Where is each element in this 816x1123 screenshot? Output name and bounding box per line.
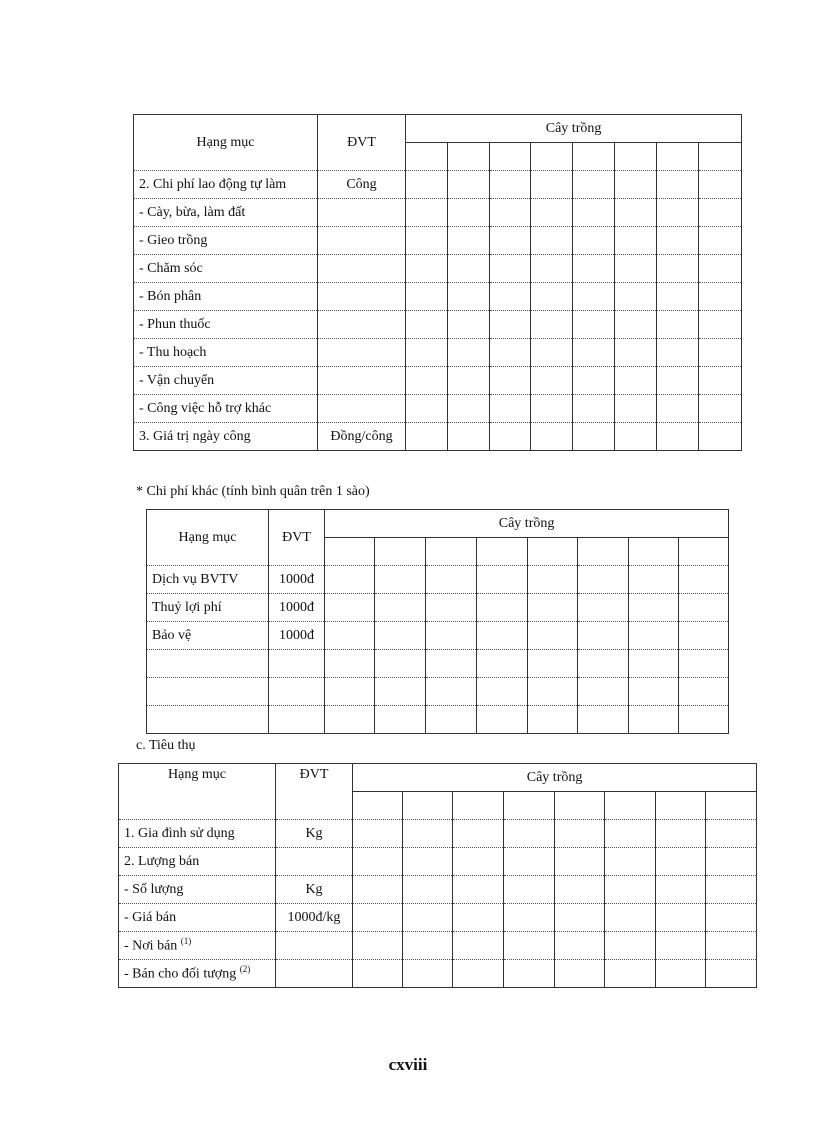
- crop-column: [706, 792, 757, 820]
- consumption-title: c. Tiêu thụ: [136, 738, 196, 753]
- crop-column: [573, 143, 615, 171]
- table-row: [134, 227, 742, 255]
- footnote-marker: (2): [239, 963, 251, 974]
- header-unit: ĐVT: [318, 115, 406, 171]
- crop-column: [605, 792, 656, 820]
- table-row: [134, 311, 742, 339]
- table-row: [134, 423, 742, 451]
- row-unit: [276, 848, 353, 876]
- other-costs-note: * Chi phí khác (tính bình quân trên 1 sào): [136, 484, 370, 499]
- row-unit: Kg: [276, 876, 353, 904]
- table-row: [134, 255, 742, 283]
- table-row: [134, 367, 742, 395]
- row-label: - Phun thuốc: [134, 311, 318, 339]
- table-row: [119, 960, 757, 988]
- row-unit: [318, 283, 406, 311]
- other-costs-table: [146, 509, 729, 734]
- row-label: - Công việc hỗ trợ khác: [134, 395, 318, 423]
- row-label: - Bón phân: [134, 283, 318, 311]
- table-row: [147, 594, 729, 622]
- row-label-text: - Bán cho đối tượng: [124, 966, 237, 982]
- header-category: Hạng mục: [147, 510, 269, 566]
- row-unit: Kg: [276, 820, 353, 848]
- row-label: Bảo vệ: [147, 622, 269, 650]
- row-unit: [318, 199, 406, 227]
- row-label: [119, 932, 276, 960]
- table-row: [119, 820, 757, 848]
- row-unit: [318, 395, 406, 423]
- row-unit: Công: [318, 171, 406, 199]
- crop-column: [657, 143, 699, 171]
- row-unit: 1000đ: [269, 622, 325, 650]
- crop-column: [406, 143, 448, 171]
- row-unit: 1000đ: [269, 566, 325, 594]
- row-label: [147, 706, 269, 734]
- row-label: Dịch vụ BVTV: [147, 566, 269, 594]
- row-unit: Đồng/công: [318, 423, 406, 451]
- row-unit: [318, 311, 406, 339]
- table-row: [119, 848, 757, 876]
- table-row: [147, 622, 729, 650]
- row-label: - Số lượng: [119, 876, 276, 904]
- page-number: cxviii: [388, 1055, 428, 1074]
- crop-column: [353, 792, 403, 820]
- crop-column: [679, 538, 729, 566]
- crop-column: [426, 538, 477, 566]
- row-label: 2. Chi phí lao động tự làm: [134, 171, 318, 199]
- row-label: - Thu hoạch: [134, 339, 318, 367]
- row-label-text: - Nơi bán: [124, 938, 178, 954]
- table-row: [134, 395, 742, 423]
- row-label: [147, 678, 269, 706]
- table-row: [134, 171, 742, 199]
- row-unit: [269, 650, 325, 678]
- table-row: [147, 650, 729, 678]
- row-label: [147, 650, 269, 678]
- row-unit: [318, 339, 406, 367]
- row-label: 1. Gia đình sử dụng: [119, 820, 276, 848]
- row-label: Thuỷ lợi phí: [147, 594, 269, 622]
- table-row: [134, 339, 742, 367]
- crop-column: [615, 143, 657, 171]
- row-label: [119, 960, 276, 988]
- crop-column: [528, 538, 578, 566]
- row-unit: [276, 932, 353, 960]
- row-unit: [318, 255, 406, 283]
- header-category: Hạng mục: [119, 764, 276, 820]
- header-unit: ĐVT: [276, 764, 353, 820]
- crop-column: [699, 143, 742, 171]
- table-row: [147, 706, 729, 734]
- crop-column: [531, 143, 573, 171]
- row-unit: [276, 960, 353, 988]
- crop-column: [325, 538, 375, 566]
- row-unit: [269, 678, 325, 706]
- crop-column: [453, 792, 504, 820]
- row-label: - Cày, bừa, làm đất: [134, 199, 318, 227]
- table-row: [134, 283, 742, 311]
- row-unit: [318, 367, 406, 395]
- crop-column: [403, 792, 453, 820]
- crop-column: [477, 538, 528, 566]
- row-label: 2. Lượng bán: [119, 848, 276, 876]
- footnote-marker: (1): [180, 935, 192, 946]
- table-row: [147, 566, 729, 594]
- row-label: - Gieo trồng: [134, 227, 318, 255]
- header-crops: Cây trồng: [353, 764, 757, 792]
- table-row: [134, 199, 742, 227]
- crop-column: [629, 538, 679, 566]
- crop-column: [448, 143, 490, 171]
- table-row: [119, 876, 757, 904]
- crop-column: [504, 792, 555, 820]
- crop-column: [555, 792, 605, 820]
- row-unit: [269, 706, 325, 734]
- header-crops: Cây trồng: [406, 115, 742, 143]
- crop-column: [578, 538, 629, 566]
- labor-cost-table: [133, 114, 742, 451]
- row-unit: 1000đ/kg: [276, 904, 353, 932]
- header-unit: ĐVT: [269, 510, 325, 566]
- row-label: 3. Giá trị ngày công: [134, 423, 318, 451]
- table-row: [119, 904, 757, 932]
- row-unit: 1000đ: [269, 594, 325, 622]
- crop-column: [490, 143, 531, 171]
- crop-column: [656, 792, 706, 820]
- header-category: Hạng mục: [134, 115, 318, 171]
- row-label: - Vận chuyển: [134, 367, 318, 395]
- header-crops: Cây trồng: [325, 510, 729, 538]
- row-label: - Chăm sóc: [134, 255, 318, 283]
- table-row: [147, 678, 729, 706]
- row-unit: [318, 227, 406, 255]
- crop-column: [375, 538, 426, 566]
- row-label: - Giá bán: [119, 904, 276, 932]
- consumption-table: [118, 763, 757, 988]
- table-row: [119, 932, 757, 960]
